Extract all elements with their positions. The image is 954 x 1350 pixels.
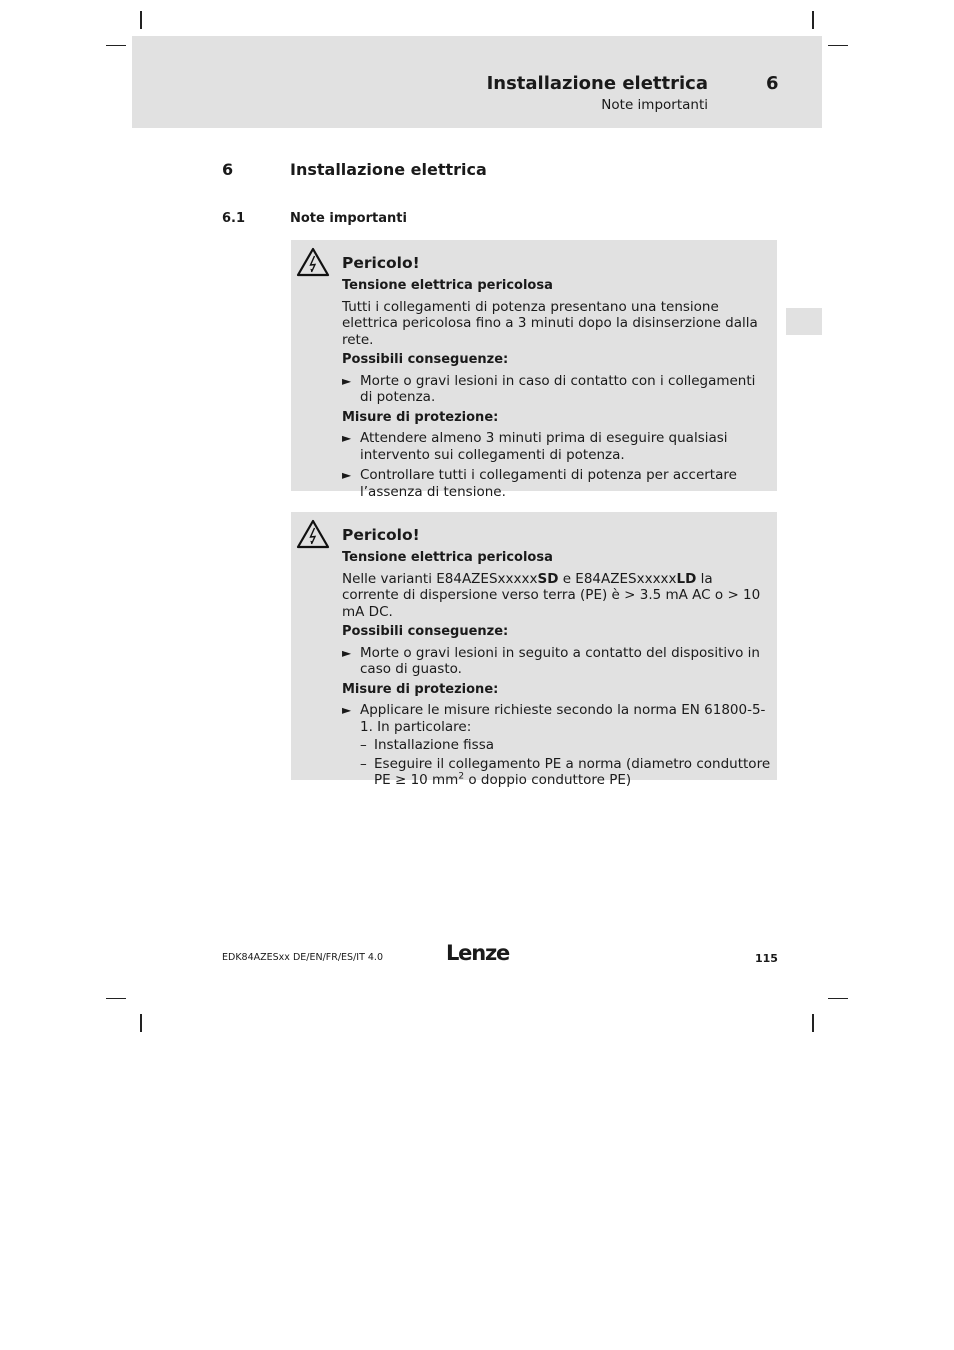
header-chapter-number: 6 bbox=[766, 73, 779, 94]
danger-title: Pericolo! bbox=[342, 254, 420, 272]
crop-mark bbox=[106, 998, 126, 999]
crop-mark bbox=[828, 45, 848, 46]
list-item: ► Morte o gravi lesioni in caso di contatto con i collegamenti di potenza. bbox=[342, 372, 756, 405]
page-header-band bbox=[132, 36, 822, 128]
bullet-arrow-icon: ► bbox=[342, 373, 352, 388]
crop-mark bbox=[812, 1014, 814, 1032]
bullet-arrow-icon: ► bbox=[342, 468, 352, 482]
bullet-arrow-icon: ► bbox=[342, 431, 352, 445]
danger-title: Pericolo! bbox=[342, 526, 420, 544]
crop-mark bbox=[140, 1014, 142, 1032]
list-item: ► Controllare tutti i collegamenti di potenza per accertare l’assenza di tensione. bbox=[342, 467, 737, 500]
danger-box-2 bbox=[291, 512, 777, 788]
sub-list-item: – Installazione fissa bbox=[360, 737, 495, 753]
measures-label: Misure di protezione: bbox=[342, 681, 499, 697]
consequences-label: Possibili conseguenze: bbox=[342, 352, 509, 367]
danger-box-1 bbox=[291, 240, 777, 500]
subsection-title: Note importanti bbox=[290, 211, 407, 226]
danger-subtitle: Tensione elettrica pericolosa bbox=[342, 550, 553, 565]
crop-mark bbox=[106, 45, 126, 46]
crop-mark bbox=[812, 11, 814, 29]
footer-document-id: EDK84AZESxx DE/EN/FR/ES/IT 4.0 bbox=[222, 952, 383, 963]
list-item: ► Attendere almeno 3 minuti prima di eseguire qualsiasi intervento sui collegamenti di potenza. bbox=[342, 430, 728, 463]
danger-description: Tutti i collegamenti di potenza presentano una tensione elettrica pericolosa fino a 3 minuti dopo la disinserzione dalla rete. bbox=[342, 298, 758, 348]
header-subtitle: Note importanti bbox=[601, 97, 708, 113]
header-title: Installazione elettrica bbox=[486, 73, 708, 94]
subsection-number: 6.1 bbox=[222, 211, 246, 226]
crop-mark bbox=[828, 998, 848, 999]
section-number: 6 bbox=[222, 160, 234, 179]
electric-hazard-icon bbox=[296, 247, 330, 277]
bullet-arrow-icon: ► bbox=[342, 703, 352, 717]
page-number: 115 bbox=[755, 952, 778, 965]
lenze-logo: Lenze bbox=[446, 941, 510, 965]
crop-mark bbox=[140, 11, 142, 29]
section-title: Installazione elettrica bbox=[290, 160, 487, 179]
electric-hazard-icon bbox=[296, 519, 330, 549]
chapter-side-tab bbox=[786, 308, 822, 335]
list-item: ► Applicare le misure richieste secondo la norma EN 61800-5-1. In particolare: – Installazione fissa – Eseguire il collegamento PE a norma (diametro conduttore PE ≥ 10 $mm^2$ o doppio conduttore PE) bbox=[342, 702, 771, 788]
sub-list-item: – Eseguire il collegamento PE a norma (diametro conduttore PE ≥ 10 $mm^2$ o doppio conduttore PE) bbox=[360, 755, 771, 788]
danger-subtitle: Tensione elettrica pericolosa bbox=[342, 278, 553, 293]
measures-label: Misure di protezione: bbox=[342, 409, 499, 425]
list-item: ► Morte o gravi lesioni in seguito a contatto del dispositivo in caso di guasto. bbox=[342, 644, 760, 677]
consequences-label: Possibili conseguenze: bbox=[342, 624, 509, 639]
danger-description: Nelle varianti E84AZESxxxxxSD e E84AZESxxxxxLD la corrente di dispersione verso terra (PE) è > 3.5 mA AC o > 10 mA DC. bbox=[342, 570, 761, 620]
bullet-arrow-icon: ► bbox=[342, 645, 352, 660]
